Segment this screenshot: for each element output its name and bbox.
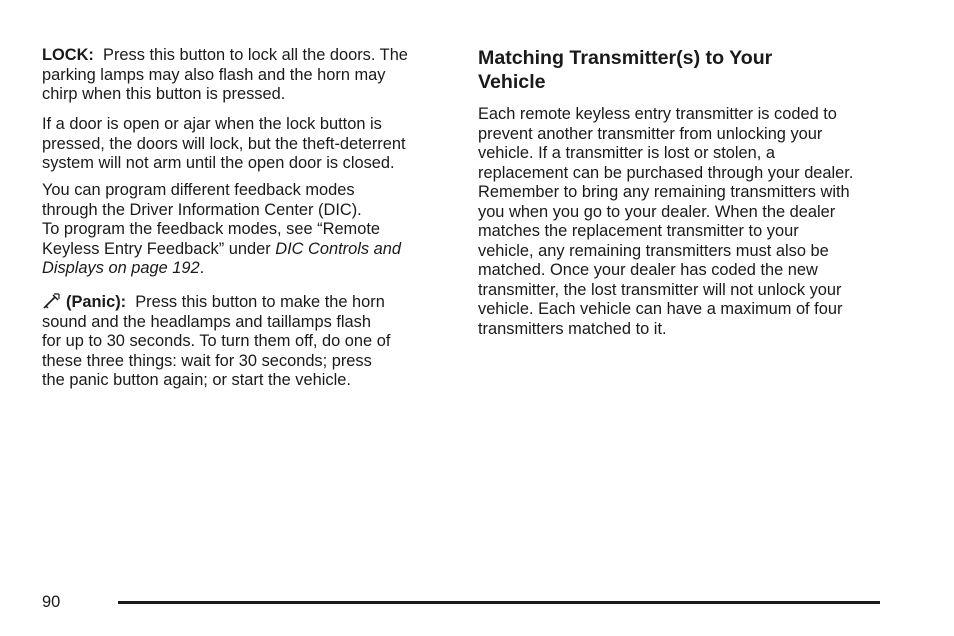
panic-label: (Panic): bbox=[66, 293, 127, 311]
feedback-line-2: through the Driver Information Center (DIC). bbox=[42, 200, 362, 219]
dic-reference-page: Displays on page 192 bbox=[42, 259, 200, 277]
panic-line-4: these three things: wait for 30 seconds; press bbox=[42, 351, 372, 370]
feedback-line-1: You can program different feedback modes bbox=[42, 181, 355, 199]
matching-line: matched. Once your dealer has coded the new bbox=[478, 261, 818, 279]
matching-line: replacement can be purchased through your dealer. bbox=[478, 163, 854, 182]
door-ajar-line-2: pressed, the doors will lock, but the theft-deterrent bbox=[42, 134, 406, 153]
feedback-paragraph bbox=[42, 181, 401, 279]
door-ajar-line-3: system will not arm until the open door is closed. bbox=[42, 154, 395, 172]
page-number: 90 bbox=[42, 593, 61, 611]
door-ajar-line-1: If a door is open or ajar when the lock button is bbox=[42, 115, 382, 133]
footer-rule bbox=[118, 601, 880, 604]
matching-line: prevent another transmitter from unlocking your bbox=[478, 124, 823, 143]
heading-line-1: Matching Transmitter(s) to Your bbox=[478, 47, 773, 69]
dic-reference-link: DIC Controls and bbox=[275, 239, 401, 258]
matching-line: matches the replacement transmitter to your bbox=[478, 222, 799, 240]
lock-line-3: chirp when this button is pressed. bbox=[42, 85, 286, 103]
feedback-line-3: To program the feedback modes, see “Remote bbox=[42, 220, 380, 238]
lock-paragraph bbox=[42, 46, 408, 105]
panic-line-3: for up to 30 seconds. To turn them off, do one of bbox=[42, 332, 391, 350]
matching-line: transmitters matched to it. bbox=[478, 319, 667, 338]
lock-line-1: Press this button to lock all the doors. The bbox=[103, 46, 408, 64]
matching-paragraph bbox=[478, 105, 853, 339]
panic-line-5: the panic button again; or start the vehicle. bbox=[42, 371, 351, 389]
panic-line-1: Press this button to make the horn bbox=[135, 293, 385, 311]
section-heading bbox=[478, 46, 772, 94]
door-ajar-paragraph bbox=[42, 115, 406, 174]
matching-line: vehicle. Each vehicle can have a maximum of four bbox=[478, 300, 843, 318]
matching-line: Each remote keyless entry transmitter is coded to bbox=[478, 105, 837, 123]
heading-line-2: Vehicle bbox=[478, 71, 546, 93]
matching-line: vehicle. If a transmitter is lost or stolen, a bbox=[478, 144, 775, 162]
matching-line: Remember to bring any remaining transmitters with bbox=[478, 183, 850, 201]
feedback-line-5-end: . bbox=[199, 259, 205, 277]
feedback-line-4: Keyless Entry Feedback” under bbox=[42, 239, 276, 258]
lock-line-2: parking lamps may also flash and the horn may bbox=[42, 65, 386, 84]
panic-horn-icon bbox=[42, 293, 60, 309]
matching-line: transmitter, the lost transmitter will not unlock your bbox=[478, 280, 842, 299]
matching-line: vehicle, any remaining transmitters must also be bbox=[478, 241, 829, 260]
lock-label: LOCK: bbox=[42, 46, 94, 64]
panic-paragraph bbox=[42, 293, 390, 391]
panic-line-2: sound and the headlamps and taillamps flash bbox=[42, 312, 371, 331]
matching-line: you when you go to your dealer. When the dealer bbox=[478, 202, 836, 221]
